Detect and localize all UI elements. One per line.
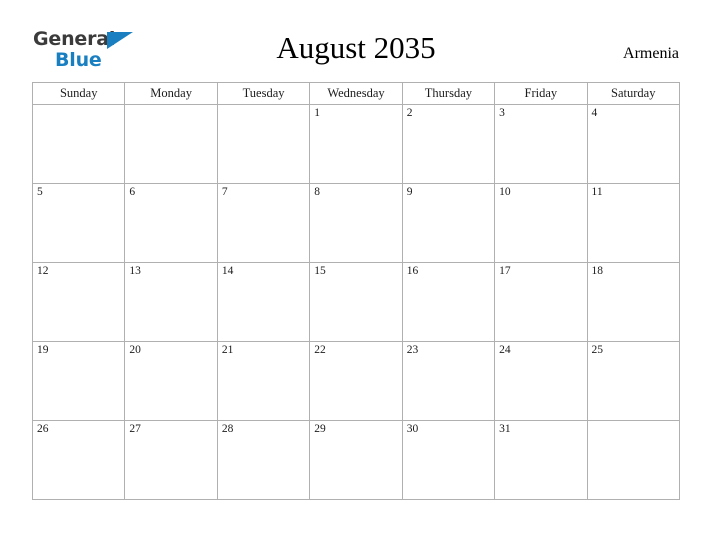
calendar-day-cell[interactable] <box>125 421 217 500</box>
day-number: 25 <box>591 344 604 356</box>
calendar-day-cell[interactable] <box>402 263 494 342</box>
day-number: 23 <box>406 344 419 356</box>
day-number: 28 <box>221 423 234 435</box>
day-number: 8 <box>314 186 321 198</box>
calendar-week-row <box>33 184 680 263</box>
calendar-day-cell[interactable] <box>495 421 587 500</box>
calendar-day-cell[interactable] <box>310 105 402 184</box>
logo-text-general: General <box>33 28 116 50</box>
calendar-day-cell[interactable] <box>310 342 402 421</box>
day-number: 16 <box>406 265 419 277</box>
calendar-day-cell[interactable] <box>217 184 309 263</box>
region-label: Armenia <box>623 45 679 62</box>
day-number: 20 <box>129 344 141 356</box>
day-number: 30 <box>406 423 419 435</box>
day-number: 13 <box>129 265 141 277</box>
page-header <box>0 0 712 78</box>
day-number: 7 <box>221 186 228 198</box>
day-number: 14 <box>221 265 234 277</box>
calendar-day-cell[interactable] <box>217 421 309 500</box>
calendar-day-cell[interactable] <box>587 421 679 500</box>
day-number: 11 <box>591 186 603 198</box>
weekday-header-saturday: Saturday <box>587 83 679 105</box>
calendar-day-cell[interactable] <box>402 105 494 184</box>
calendar-day-cell[interactable] <box>495 342 587 421</box>
day-number: 15 <box>314 265 326 277</box>
calendar-week-row <box>33 105 680 184</box>
day-number: 24 <box>499 344 511 356</box>
calendar-day-cell[interactable] <box>33 263 125 342</box>
calendar-day-cell[interactable] <box>217 105 309 184</box>
calendar-day-cell[interactable] <box>587 105 679 184</box>
calendar-day-cell[interactable] <box>310 421 402 500</box>
page-title: August 2035 <box>276 30 436 65</box>
calendar-day-cell[interactable] <box>310 263 402 342</box>
day-number: 5 <box>37 186 43 198</box>
day-number: 31 <box>499 423 511 435</box>
weekday-header-wednesday: Wednesday <box>310 83 402 105</box>
calendar-week-row <box>33 342 680 421</box>
calendar-week-row <box>33 263 680 342</box>
day-number: 6 <box>129 186 136 198</box>
weekday-header-sunday: Sunday <box>33 83 125 105</box>
day-number: 27 <box>129 423 141 435</box>
calendar-day-cell[interactable] <box>33 421 125 500</box>
day-number: 12 <box>37 265 49 277</box>
calendar-week-row <box>33 421 680 500</box>
calendar-day-cell[interactable] <box>587 263 679 342</box>
calendar-day-cell[interactable] <box>587 184 679 263</box>
day-number: 1 <box>314 107 321 119</box>
calendar-day-cell[interactable] <box>125 184 217 263</box>
month-calendar-table <box>32 82 680 500</box>
calendar-day-cell[interactable] <box>587 342 679 421</box>
day-number: 17 <box>499 265 511 277</box>
day-number: 26 <box>37 423 49 435</box>
calendar-day-cell[interactable] <box>33 184 125 263</box>
day-number: 4 <box>591 107 598 119</box>
day-number: 10 <box>499 186 511 198</box>
day-number: 22 <box>314 344 326 356</box>
day-number: 29 <box>314 423 326 435</box>
calendar-day-cell[interactable] <box>125 342 217 421</box>
day-number: 9 <box>406 186 413 198</box>
calendar-day-cell[interactable] <box>33 342 125 421</box>
calendar-day-cell[interactable] <box>495 105 587 184</box>
calendar-day-cell[interactable] <box>402 184 494 263</box>
calendar-day-cell[interactable] <box>495 263 587 342</box>
weekday-header-row <box>33 83 680 105</box>
day-number: 2 <box>406 107 413 119</box>
calendar-day-cell[interactable] <box>33 105 125 184</box>
logo-text-blue: Blue <box>55 49 102 71</box>
day-number: 19 <box>37 344 49 356</box>
weekday-header-thursday: Thursday <box>402 83 494 105</box>
calendar-day-cell[interactable] <box>402 421 494 500</box>
calendar-day-cell[interactable] <box>125 263 217 342</box>
calendar-day-cell[interactable] <box>402 342 494 421</box>
weekday-header-monday: Monday <box>125 83 217 105</box>
weekday-header-friday: Friday <box>495 83 587 105</box>
day-number: 21 <box>221 344 234 356</box>
calendar-day-cell[interactable] <box>310 184 402 263</box>
day-number: 18 <box>591 265 604 277</box>
calendar-day-cell[interactable] <box>495 184 587 263</box>
calendar-day-cell[interactable] <box>125 105 217 184</box>
weekday-header-tuesday: Tuesday <box>217 83 309 105</box>
calendar-day-cell[interactable] <box>217 342 309 421</box>
day-number: 3 <box>499 107 505 119</box>
calendar-day-cell[interactable] <box>217 263 309 342</box>
